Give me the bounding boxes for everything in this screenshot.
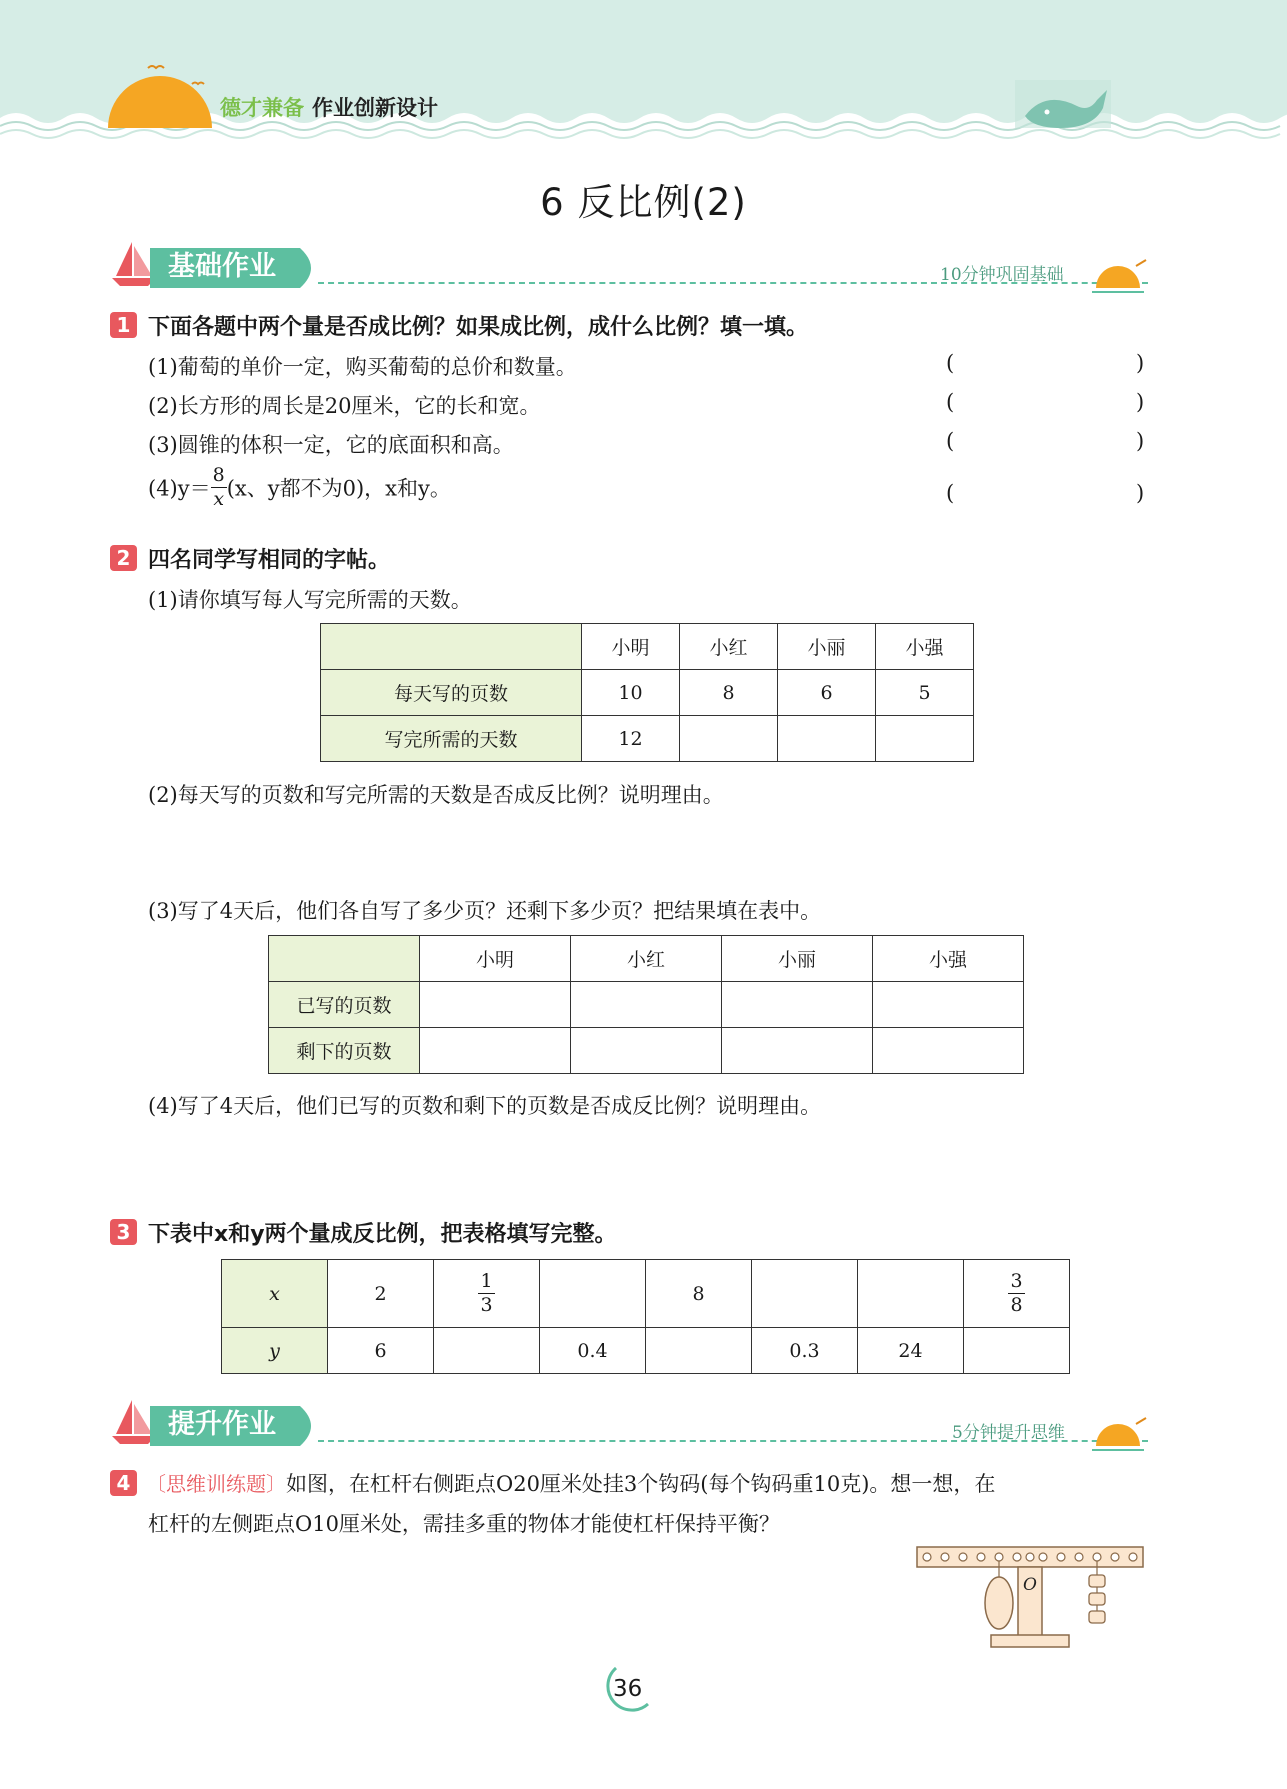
table-header: 小红: [571, 936, 722, 982]
header-subtitle: 作业创新设计: [312, 96, 438, 120]
q2-part-3: (3)写了4天后，他们各自写了多少页？还剩下多少页？把结果填在表中。: [148, 899, 822, 923]
table-cell: [964, 1260, 1070, 1328]
answer-cell[interactable]: [964, 1328, 1070, 1374]
section-label-basic: 基础作业: [168, 251, 276, 282]
table-corner: [269, 936, 420, 982]
table-cell: 0.3: [752, 1328, 858, 1374]
row-label: 写完所需的天数: [321, 716, 582, 762]
answer-cell[interactable]: [778, 716, 876, 762]
answer-cell[interactable]: [752, 1260, 858, 1328]
table-cell: [434, 1260, 540, 1328]
table-cell: 2: [328, 1260, 434, 1328]
table-header: 小强: [876, 624, 974, 670]
question-number-4: 4: [110, 1470, 137, 1496]
question-2-prompt: 四名同学写相同的字帖。: [148, 548, 391, 573]
fraction-denominator: 8: [1010, 1294, 1023, 1316]
question-number-2: 2: [110, 545, 137, 571]
table-cell: 5: [876, 670, 974, 716]
table-corner: [321, 624, 582, 670]
question-3-prompt: 下表中x和y两个量成反比例，把表格填写完整。: [148, 1222, 617, 1247]
q1-item-4-prefix: (4)y＝: [148, 476, 211, 501]
answer-paren-close: ): [1136, 481, 1145, 505]
question-1-prompt: 下面各题中两个量是否成比例？如果成比例，成什么比例？填一填。: [148, 315, 809, 340]
answer-cell[interactable]: [873, 982, 1024, 1028]
fraction: [211, 466, 227, 509]
table-cell: 12: [582, 716, 680, 762]
answer-paren-close: ): [1136, 351, 1145, 375]
header-title: [220, 92, 438, 122]
fraction-denominator: x: [213, 488, 225, 510]
table-cell: 8: [646, 1260, 752, 1328]
pages-days-table: [320, 623, 974, 762]
answer-paren-close: ): [1136, 429, 1145, 453]
answer-cell[interactable]: [858, 1260, 964, 1328]
q4-text-1: 如图，在杠杆右侧距点O20厘米处挂3个钩码(每个钩码重10克)。想一想，在: [286, 1472, 996, 1496]
row-label: 剩下的页数: [269, 1028, 420, 1074]
fraction-numerator: 1: [480, 1270, 493, 1292]
page-number: 36: [613, 1676, 643, 1702]
answer-cell[interactable]: [873, 1028, 1024, 1074]
section-note-basic: 10分钟巩固基础: [940, 265, 1064, 285]
thinking-tag: 〔思维训练题〕: [146, 1472, 286, 1496]
section-label-advanced: 提升作业: [168, 1409, 276, 1440]
answer-cell[interactable]: [420, 982, 571, 1028]
q1-item-4: [148, 466, 451, 509]
answer-paren-open: (: [946, 481, 955, 505]
q2-part-2: (2)每天写的页数和写完所需的天数是否成反比例？说明理由。: [148, 783, 724, 807]
answer-cell[interactable]: [571, 982, 722, 1028]
table-header: 小强: [873, 936, 1024, 982]
table-cell: 6: [778, 670, 876, 716]
table-cell: 0.4: [540, 1328, 646, 1374]
answer-paren-close: ): [1136, 390, 1145, 414]
question-number-3: 3: [110, 1219, 137, 1245]
row-label: 每天写的页数: [321, 670, 582, 716]
sunset-icon: [1092, 252, 1148, 296]
fraction-numerator: 3: [1010, 1270, 1023, 1292]
answer-cell[interactable]: [680, 716, 778, 762]
section-note-advanced: 5分钟提升思维: [952, 1423, 1065, 1443]
table-header: 小明: [582, 624, 680, 670]
pivot-label: O: [1023, 1575, 1037, 1595]
table-cell: 24: [858, 1328, 964, 1374]
answer-cell[interactable]: [434, 1328, 540, 1374]
fraction: [478, 1272, 494, 1315]
answer-cell[interactable]: [876, 716, 974, 762]
answer-paren-open: (: [946, 429, 955, 453]
table-header: 小明: [420, 936, 571, 982]
fraction-numerator: 8: [212, 464, 225, 486]
row-label-y: y: [222, 1328, 328, 1374]
table-header: 小丽: [778, 624, 876, 670]
answer-cell[interactable]: [646, 1328, 752, 1374]
answer-paren-open: (: [946, 351, 955, 375]
answer-cell[interactable]: [540, 1260, 646, 1328]
header-brand: 德才兼备: [220, 96, 304, 120]
answer-cell[interactable]: [722, 1028, 873, 1074]
page-title: 6 反比例(2): [540, 181, 747, 224]
row-label-x: x: [222, 1260, 328, 1328]
question-number-1: 1: [110, 312, 137, 338]
row-label: 已写的页数: [269, 982, 420, 1028]
q1-item-4-suffix: (x、y都不为0)，x和y。: [226, 476, 451, 501]
table-cell: 8: [680, 670, 778, 716]
answer-cell[interactable]: [571, 1028, 722, 1074]
sunset-icon: [1092, 1410, 1148, 1454]
q1-item-3: (3)圆锥的体积一定，它的底面积和高。: [148, 433, 514, 457]
answer-paren-open: (: [946, 390, 955, 414]
table-header: 小红: [680, 624, 778, 670]
q1-item-2: (2)长方形的周长是20厘米，它的长和宽。: [148, 394, 541, 418]
answer-cell[interactable]: [722, 982, 873, 1028]
table-cell: 10: [582, 670, 680, 716]
q1-item-1: (1)葡萄的单价一定，购买葡萄的总价和数量。: [148, 355, 577, 379]
table-cell: 6: [328, 1328, 434, 1374]
lever-diagram: [915, 1545, 1147, 1651]
q2-part-1: (1)请你填写每人写完所需的天数。: [148, 588, 472, 612]
q2-part-4: (4)写了4天后，他们已写的页数和剩下的页数是否成反比例？说明理由。: [148, 1094, 822, 1118]
inverse-proportion-table: [221, 1259, 1070, 1374]
answer-cell[interactable]: [420, 1028, 571, 1074]
question-4-line-2: 杠杆的左侧距点O10厘米处，需挂多重的物体才能使杠杆保持平衡？: [148, 1512, 780, 1536]
sun-icon: [100, 58, 220, 130]
whale-icon: [1015, 76, 1115, 132]
fraction: [1008, 1272, 1024, 1315]
table-header: 小丽: [722, 936, 873, 982]
fraction-denominator: 3: [480, 1294, 493, 1316]
written-remaining-table: [268, 935, 1024, 1074]
question-4-line-1: [146, 1468, 995, 1498]
